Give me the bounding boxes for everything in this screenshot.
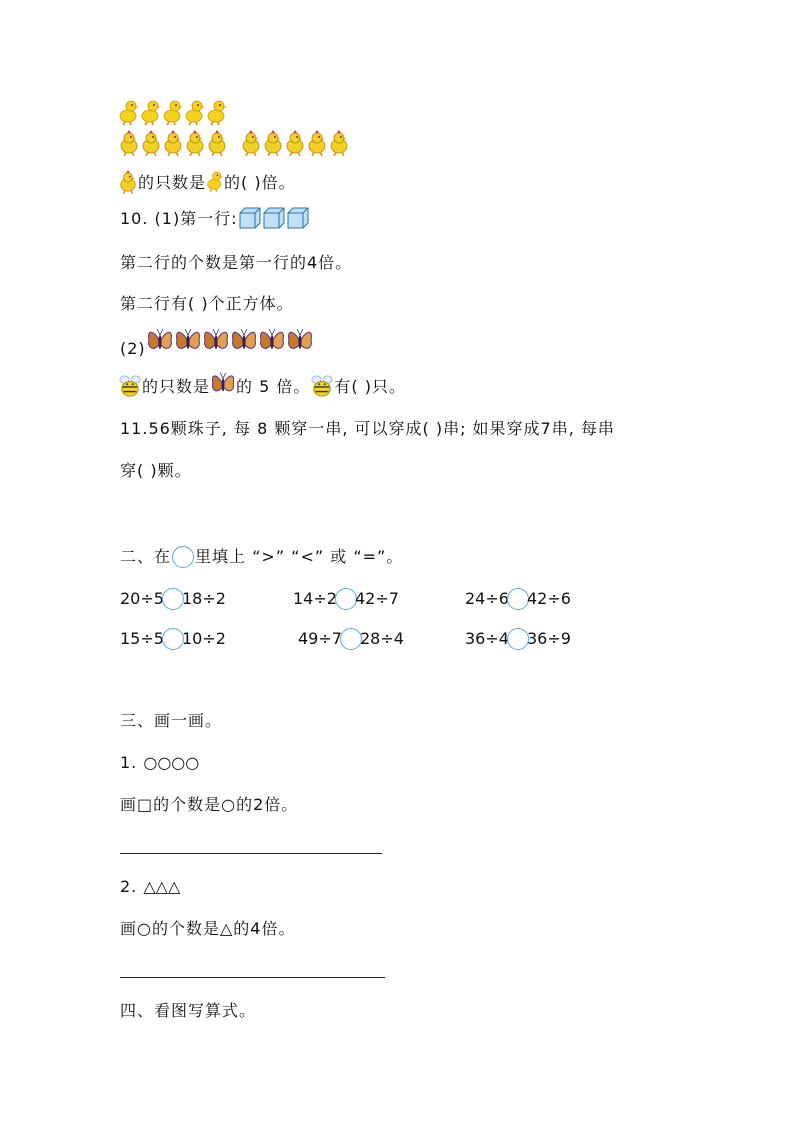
section2-heading-post: 里填上 “>” “<” 或 “=”。 — [195, 547, 404, 566]
butterfly-icon — [210, 370, 236, 398]
chicks-row — [118, 130, 350, 156]
comparison-item — [465, 628, 571, 650]
problem10-line5-text-3: 有( )只。 — [334, 377, 406, 396]
problem10-line5-text-2: 的 5 倍。 — [236, 377, 311, 396]
section3-item1-shapes: ○○○○ — [143, 753, 200, 772]
compare-circle-icon — [172, 546, 194, 568]
chick-icon — [306, 130, 328, 156]
chick-icon — [162, 130, 184, 156]
duck-icon — [184, 98, 206, 126]
compare-circle-icon[interactable] — [340, 628, 362, 650]
compare-circle-icon[interactable] — [335, 588, 357, 610]
chick-icon — [118, 130, 140, 156]
problem9-text-1: 的只数是 — [138, 173, 207, 192]
chick-icon — [184, 130, 206, 156]
comparison-item — [465, 588, 571, 610]
comparison-left: 14÷2 — [293, 589, 337, 608]
problem10-line5 — [118, 370, 406, 398]
chick-icon — [140, 130, 162, 156]
butterfly-icon — [174, 326, 202, 356]
comparison-right: 36÷9 — [526, 629, 571, 648]
section3-item2 — [120, 876, 180, 898]
chick-icon — [118, 170, 138, 194]
problem10-part2-label: (2) — [120, 339, 146, 358]
cube-icon — [286, 206, 310, 230]
comparison-item — [298, 628, 404, 650]
chick-icon — [284, 130, 306, 156]
bee-icon — [310, 374, 334, 398]
compare-circle-icon[interactable] — [507, 628, 529, 650]
ducks-row — [118, 98, 228, 126]
comparison-left: 49÷7 — [298, 629, 342, 648]
section3-item2-text: 画○的个数是△的4倍。 — [120, 919, 296, 938]
section3-item2-label: 2. — [120, 877, 138, 896]
chick-icon — [206, 130, 228, 156]
compare-circle-icon[interactable] — [162, 628, 184, 650]
comparison-left: 24÷6 — [465, 589, 509, 608]
problem10-line2: 第二行的个数是第一行的4倍。 — [120, 253, 353, 272]
problem10-part2 — [120, 326, 314, 356]
chick-icon — [328, 130, 350, 156]
butterfly-icon — [202, 326, 230, 356]
section3-item1 — [120, 752, 199, 774]
comparison-left: 15÷5 — [120, 629, 164, 648]
problem10-line3: 第二行有( )个正方体。 — [120, 294, 294, 313]
problem9-question — [118, 168, 296, 194]
comparison-right: 18÷2 — [181, 589, 226, 608]
comparison-right: 28÷4 — [359, 629, 404, 648]
cube-icon — [262, 206, 286, 230]
duck-icon — [162, 98, 184, 126]
comparison-left: 20÷5 — [120, 589, 164, 608]
chick-icon — [240, 130, 262, 156]
comparison-right: 10÷2 — [181, 629, 226, 648]
problem11-line2: 穿( )颗。 — [120, 461, 192, 480]
duck-icon — [206, 98, 228, 126]
chick-icon — [262, 130, 284, 156]
problem9-text-2: 的( )倍。 — [224, 173, 296, 192]
section3-heading: 三、画一画。 — [120, 711, 223, 730]
problem11-line1: 11.56颗珠子, 每 8 颗穿一串, 可以穿成( )串; 如果穿成7串, 每串 — [120, 419, 615, 438]
butterfly-icon — [286, 326, 314, 356]
problem10-line5-text-1: 的只数是 — [142, 377, 211, 396]
butterfly-icon — [258, 326, 286, 356]
answer-line[interactable] — [120, 853, 382, 854]
duck-icon — [118, 98, 140, 126]
comparison-item — [120, 628, 226, 650]
comparison-left: 36÷4 — [465, 629, 509, 648]
comparison-item — [293, 588, 399, 610]
section2-heading — [120, 546, 403, 568]
problem10-part1 — [120, 206, 310, 230]
compare-circle-icon[interactable] — [507, 588, 529, 610]
butterfly-icon — [146, 326, 174, 356]
section3-item1-text: 画□的个数是○的2倍。 — [120, 795, 299, 814]
section2-heading-pre: 二、在 — [120, 547, 172, 566]
section3-item1-label: 1. — [120, 753, 138, 772]
section3-item2-shapes: △△△ — [143, 877, 181, 896]
comparison-item — [120, 588, 226, 610]
duck-icon — [140, 98, 162, 126]
comparison-right: 42÷7 — [354, 589, 399, 608]
answer-line[interactable] — [120, 977, 385, 978]
cube-icon — [238, 206, 262, 230]
duck-icon — [206, 168, 224, 194]
bee-icon — [118, 374, 142, 398]
problem10-part1-label: 10. (1)第一行: — [120, 209, 238, 228]
butterfly-icon — [230, 326, 258, 356]
section4-heading: 四、看图写算式。 — [120, 1001, 257, 1020]
comparison-right: 42÷6 — [526, 589, 571, 608]
compare-circle-icon[interactable] — [162, 588, 184, 610]
